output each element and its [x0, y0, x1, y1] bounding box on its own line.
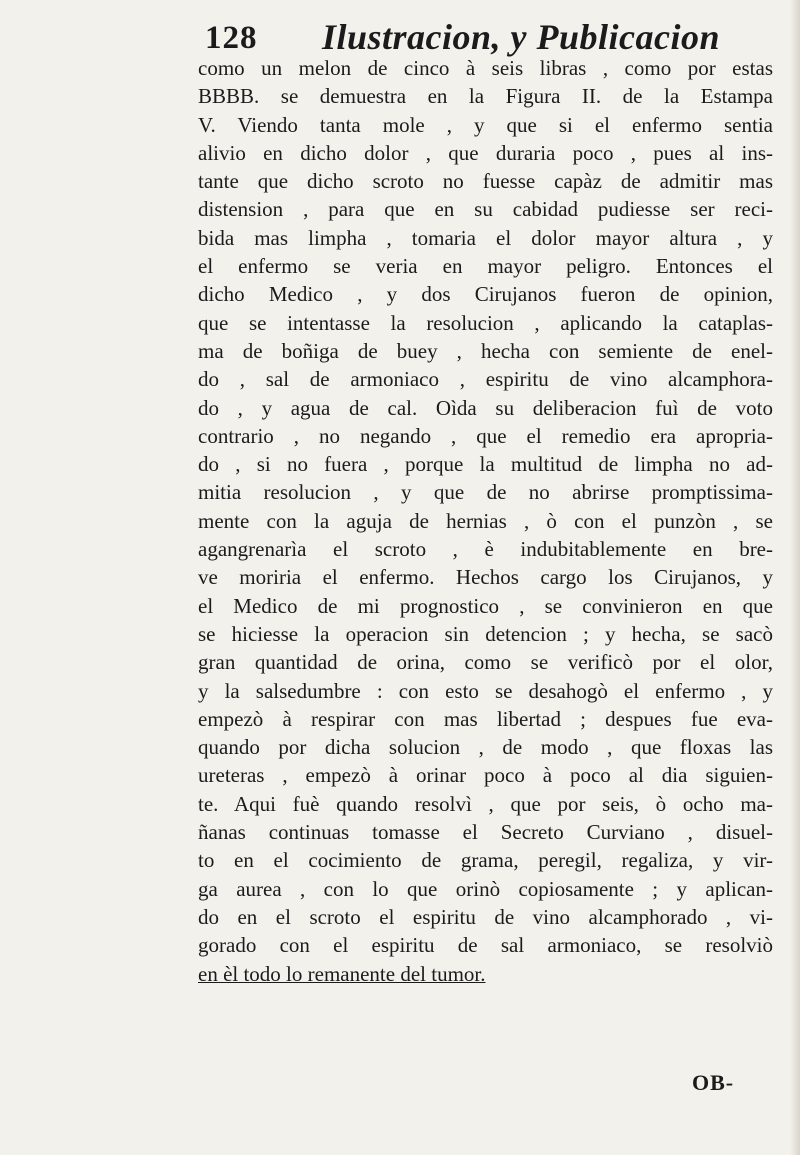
catchword: OB- [692, 1070, 735, 1095]
text-line: ma de boñiga de buey , hecha con semiente de enel- [198, 338, 773, 363]
text-line: y la salsedumbre : con esto se desahogò el enfermo , y [198, 678, 773, 703]
text-line: ureteras , empezò à orinar poco à poco al dia siguien- [198, 763, 773, 788]
text-line: se hiciesse la operacion sin detencion ; y hecha, se sacò [198, 621, 773, 646]
text-line: ga aurea , con lo que orinò copiosamente ; y aplican- [198, 876, 773, 901]
text-line: gorado con el espiritu de sal armoniaco, se resolviò [198, 933, 773, 958]
text-line: agangrenarìa el scroto , è indubitablemente en bre- [198, 537, 773, 562]
text-line: contrario , no negando , que el remedio era apropria- [198, 423, 773, 448]
text-line: ve moriria el enfermo. Hechos cargo los Cirujanos, y [198, 565, 773, 590]
text-line: alivio en dicho dolor , que duraria poco , pues al ins- [198, 140, 773, 165]
text-line: el Medico de mi prognostico , se convinieron en que [198, 593, 773, 618]
text-line: que se intentasse la resolucion , aplicando la cataplas- [198, 310, 773, 335]
running-title: Ilustracion, y Publicacion [322, 17, 721, 57]
text-line: gran quantidad de orina, como se verificò por el olor, [198, 650, 773, 675]
text-line: V. Viendo tanta mole , y que si el enfermo sentia [198, 112, 773, 137]
text-line: do en el scroto el espiritu de vino alcamphorado , vi- [198, 904, 773, 929]
text-line: en èl todo lo remanente del tumor. [198, 961, 486, 986]
text-line: do , sal de armoniaco , espiritu de vino alcamphora- [198, 367, 773, 392]
text-line: mente con la aguja de hernias , ò con el punzòn , se [198, 508, 773, 533]
text-line: bida mas limpha , tomaria el dolor mayor altura , y [198, 225, 773, 250]
text-line: quando por dicha solucion , de modo , que floxas las [198, 735, 773, 760]
body-text [198, 54, 773, 988]
text-line: do , si no fuera , porque la multitud de limpha no ad- [198, 452, 773, 477]
page-number: 128 [205, 20, 258, 56]
text-line: te. Aqui fuè quando resolvì , que por seis, ò ocho ma- [198, 791, 773, 816]
text-line: el enfermo se veria en mayor peligro. Entonces el [198, 254, 773, 279]
text-line: mitia resolucion , y que de no abrirse promptissima- [198, 480, 773, 505]
page-edge [790, 0, 800, 1155]
text-line: distension , para que en su cabidad pudiesse ser reci- [198, 197, 773, 222]
text-line: do , y agua de cal. Oìda su deliberacion fuì de voto [198, 395, 773, 420]
text-line: dicho Medico , y dos Cirujanos fueron de opinion, [198, 282, 773, 307]
text-line: BBBB. se demuestra en la Figura II. de la Estampa [198, 84, 773, 109]
text-line: to en el cocimiento de grama, peregil, regaliza, y vir- [198, 848, 773, 873]
text-line: empezò à respirar con mas libertad ; despues fue eva- [198, 706, 773, 731]
text-line: ñanas continuas tomasse el Secreto Curviano , disuel- [198, 820, 773, 845]
text-line: como un melon de cinco à seis libras , como por estas [198, 56, 773, 80]
text-line: tante que dicho scroto no fuesse capàz de admitir mas [198, 169, 773, 194]
